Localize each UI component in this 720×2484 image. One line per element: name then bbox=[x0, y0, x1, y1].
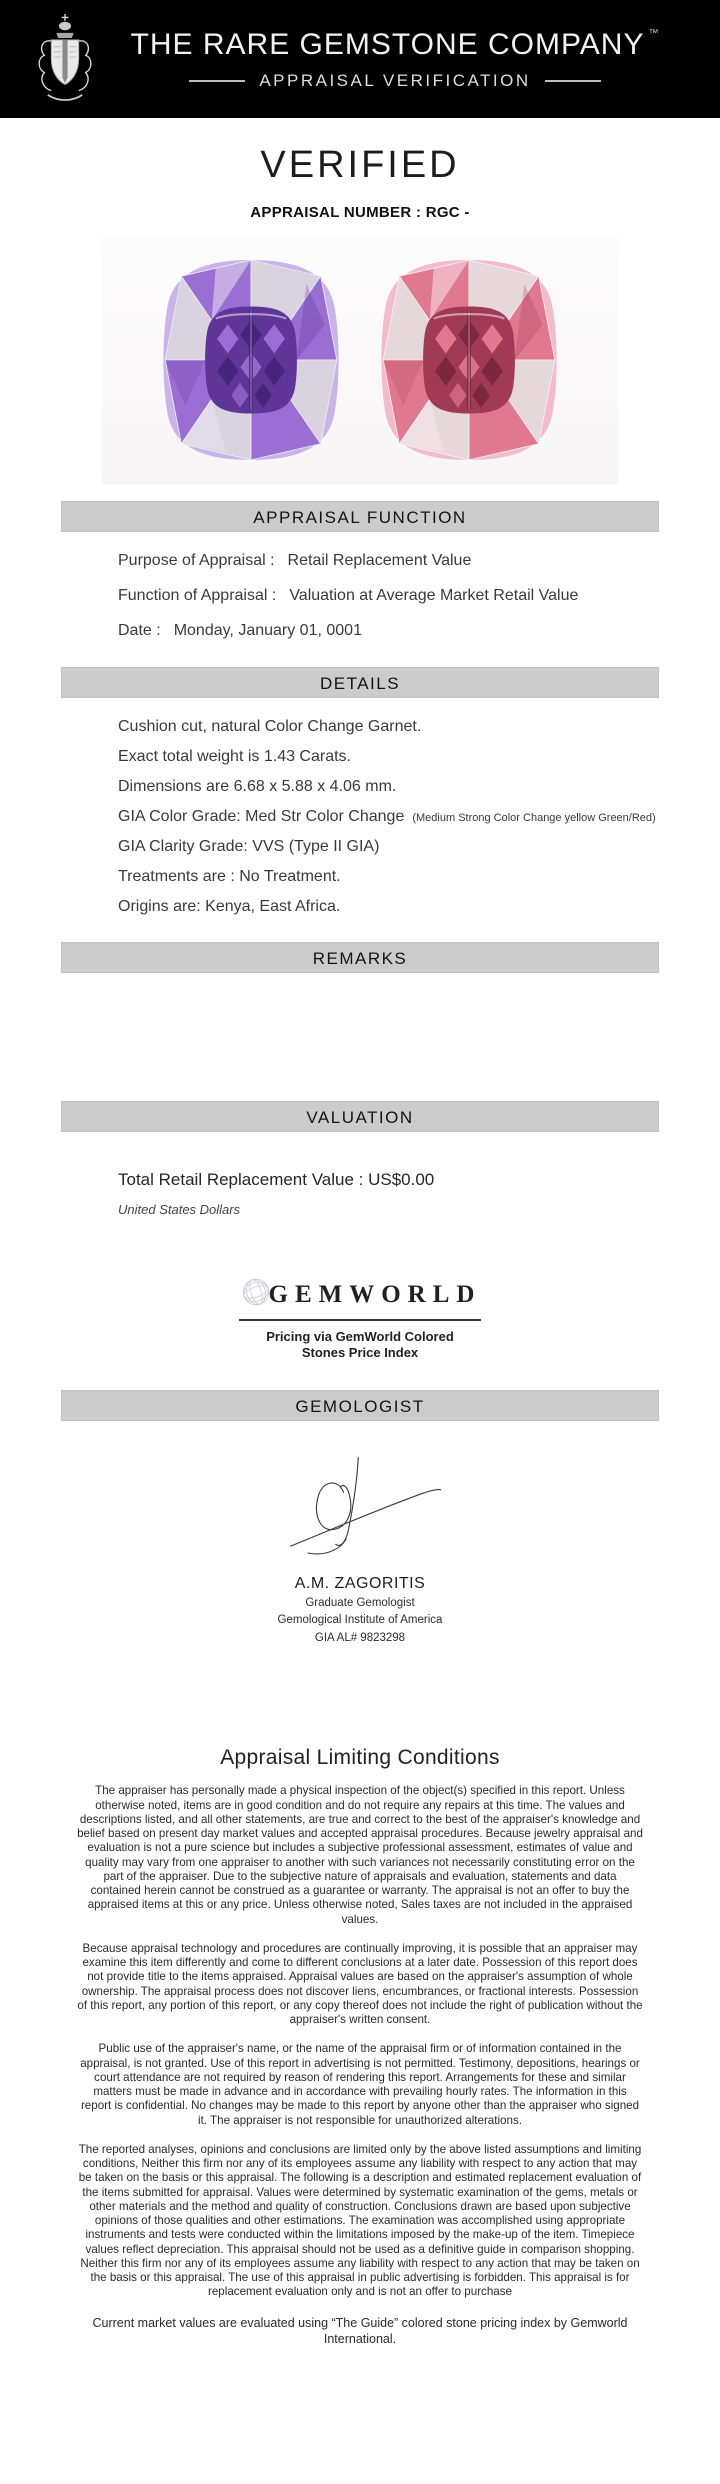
header-subtitle: APPRAISAL VERIFICATION bbox=[259, 70, 531, 90]
date-label: Date : bbox=[118, 622, 161, 639]
gemworld-logo-text: GEMWORLD bbox=[268, 1280, 482, 1308]
page-header bbox=[0, 0, 720, 118]
section-bar-details: DETAILS bbox=[61, 667, 659, 698]
purple-gem-image bbox=[155, 254, 347, 466]
limiting-conditions-paragraph-4: The reported analyses, opinions and conclusions are limited only by the above listed assumptions and limiting conditions, Neither this firm nor any of its employees assume any liability with respect to any action that may be taken on the basis or this appraisal. The following is a description and estimated replacement evaluation of the items submitted for appraisal. Values were determined by systematic examination of the gems, metals or other materials and the method and quality of construction. Conclusions drawn are based upon subjective opinions of those qualities and other estimations. The examination was accomplished using appropriate instruments and tests were conducted within the limitations imposed by the make-up of the item. Timepiece values reflect depreciation. This appraisal should not be used as a definitive guide in comparison shopping. Neither this firm nor any of its employees assume any liability with respect to any action that may be taken on the basis or this appraisal. The use of this appraisal in public advertising is forbidden. This appraisal is for replacement evaluation only and is not an offer to purchase bbox=[78, 2142, 642, 2299]
gemologist-title: Graduate Gemologist bbox=[305, 1596, 415, 1609]
remarks-empty-area bbox=[0, 973, 720, 1101]
appraisal-function-rows bbox=[0, 532, 720, 667]
gemworld-logo bbox=[239, 1275, 482, 1321]
section-bar-gemologist: GEMOLOGIST bbox=[61, 1390, 659, 1421]
gem-photo bbox=[102, 235, 618, 485]
detail-clarity-grade: GIA Clarity Grade: VVS (Type II GIA) bbox=[118, 838, 380, 855]
gemologist-name: A.M. ZAGORITIS bbox=[294, 1574, 426, 1592]
gemologist-institute: Gemological Institute of America bbox=[277, 1614, 443, 1627]
appraisal-number: APPRAISAL NUMBER : RGC - bbox=[250, 204, 470, 221]
section-bar-remarks: REMARKS bbox=[61, 942, 659, 973]
detail-origins: Origins are: Kenya, East Africa. bbox=[118, 898, 341, 915]
subtitle-left-rule bbox=[189, 80, 245, 82]
function-value: Valuation at Average Market Retail Value bbox=[289, 587, 579, 604]
date-row bbox=[118, 622, 720, 640]
section-bar-appraisal-function: APPRAISAL FUNCTION bbox=[61, 501, 659, 532]
subtitle-right-rule bbox=[545, 80, 601, 82]
detail-dimensions: Dimensions are 6.68 x 5.88 x 4.06 mm. bbox=[118, 778, 397, 795]
company-crest-icon bbox=[34, 12, 96, 107]
purpose-value: Retail Replacement Value bbox=[287, 552, 472, 569]
market-values-note: Current market values are evaluated using “The Guide” colored stone pricing index by Gemworld International. bbox=[92, 2315, 628, 2346]
detail-cut: Cushion cut, natural Color Change Garnet. bbox=[118, 718, 422, 735]
gemologist-license: GIA AL# 9823298 bbox=[314, 1632, 406, 1645]
section-bar-valuation: VALUATION bbox=[61, 1101, 659, 1132]
function-row bbox=[118, 587, 720, 605]
company-name: THE RARE GEMSTONE COMPANY ™ bbox=[130, 27, 660, 61]
trademark-mark: ™ bbox=[648, 27, 660, 39]
detail-treatments: Treatments are : No Treatment. bbox=[118, 868, 341, 885]
limiting-conditions-paragraph-3: Public use of the appraiser's name, or the name of the appraisal firm or of information contained in the appraisal, is not granted. Use of this report in advertising is not permitted. Testimony, depositions, hearings or court attendance are not required by reason of rendering this report. Arrangements for these and similar matters must be made in advance and in accordance with prevailing hourly rates. The information in this report is confidential. No changes may be made to this report by anyone other than the appraiser who signed it. The appraiser is not responsible for unauthorized alterations. bbox=[80, 2042, 640, 2127]
gemologist-identity bbox=[0, 1575, 720, 1647]
total-replacement-value: Total Retail Replacement Value : US$0.00 bbox=[118, 1170, 435, 1189]
verified-title: VERIFIED bbox=[260, 144, 460, 186]
limiting-conditions-paragraph-2: Because appraisal technology and procedures are continually improving, it is possible that an appraiser may examine this item differently and come to different conclusions at a later date. Possession of this report does not provide title to the items appraised. Appraisal values are based on the appraiser's assumption of whole ownership. The appraisal process does not discover liens, encumbrances, or fractional interests. Possession of this report, any portion of this report, or any copy thereof does not include the right of publication without the appraiser's written consent. bbox=[77, 1941, 643, 2027]
color-grade-note: (Medium Strong Color Change yellow Green/Red) bbox=[412, 812, 656, 824]
valuation-block bbox=[0, 1132, 720, 1217]
details-lines bbox=[0, 698, 720, 942]
limiting-conditions-paragraphs bbox=[77, 1784, 643, 2299]
currency-note: United States Dollars bbox=[118, 1202, 241, 1217]
date-value: Monday, January 01, 0001 bbox=[173, 622, 362, 639]
detail-color-grade bbox=[118, 808, 720, 826]
purpose-row bbox=[118, 552, 720, 570]
gemologist-signature bbox=[0, 1449, 720, 1579]
limiting-conditions-paragraph-1: The appraiser has personally made a physical inspection of the object(s) specified in this report. Unless otherwise noted, items are in good condition and do not require any repairs at this time. The values and descriptions listed, and all other statements, are true and correct to the best of the appraiser's knowledge and belief based on present day market values and accepted appraisal procedures. Because jewelry appraisal and evaluation is not a pure science but includes a subjective professional assessment, estimates of value and quality may vary from one appraiser to another with such variances not necessarily constituting error on the part of the appraiser. Due to the subjective nature of appraisals and evaluation, statements and data contained herein cannot be construed as a guarantee or warranty. The appraisal is not an offer to buy the appraised items at this or any price. Unless otherwise noted, Sales taxes are not included in the appraised values. bbox=[77, 1784, 643, 1926]
pink-gem-image bbox=[373, 254, 565, 466]
detail-weight: Exact total weight is 1.43 Carats. bbox=[118, 748, 351, 765]
header-subtitle-row bbox=[189, 71, 600, 91]
function-label: Function of Appraisal : bbox=[118, 587, 277, 604]
globe-icon bbox=[239, 1275, 273, 1314]
gemworld-pricing-block bbox=[0, 1275, 720, 1362]
limiting-conditions-heading: Appraisal Limiting Conditions bbox=[220, 1746, 500, 1770]
gemworld-pricing-caption: Pricing via GemWorld Colored Stones Price Index bbox=[266, 1329, 454, 1361]
color-grade-text: GIA Color Grade: Med Str Color Change bbox=[118, 808, 405, 825]
purpose-label: Purpose of Appraisal : bbox=[118, 552, 275, 569]
